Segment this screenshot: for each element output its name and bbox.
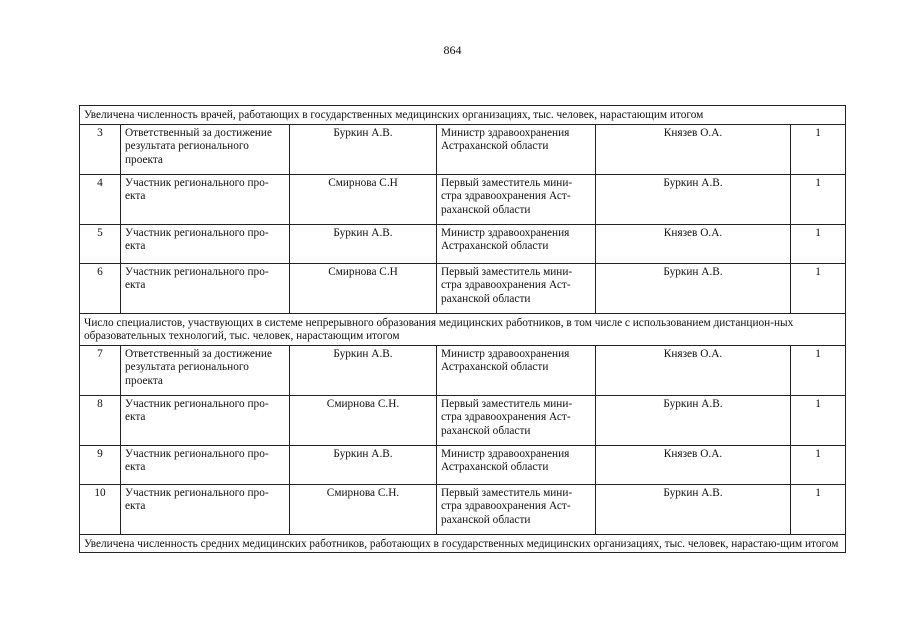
row-number: 7: [80, 345, 121, 395]
row-position: Первый заместитель мини-стра здравоохранения Аст-раханской области: [437, 174, 596, 224]
row-name: Буркин А.В.: [290, 124, 437, 174]
row-position: Первый заместитель мини-стра здравоохранения Аст-раханской области: [437, 263, 596, 313]
row-supervisor: Князев О.А.: [596, 224, 791, 263]
row-value: 1: [791, 395, 846, 445]
table-row: [80, 484, 846, 534]
table-row: [80, 395, 846, 445]
table-row: [80, 224, 846, 263]
row-position: Министр здравоохранения Астраханской области: [437, 124, 596, 174]
responsibility-table: [79, 105, 846, 553]
row-position: Первый заместитель мини-стра здравоохранения Аст-раханской области: [437, 484, 596, 534]
row-value: 1: [791, 174, 846, 224]
row-role: Участник регионального про-екта: [121, 395, 290, 445]
section-header: [80, 313, 846, 345]
row-supervisor: Буркин А.В.: [596, 174, 791, 224]
section-header: [80, 534, 846, 553]
row-name: Смирнова С.Н.: [290, 484, 437, 534]
row-number: 10: [80, 484, 121, 534]
row-name: Буркин А.В.: [290, 224, 437, 263]
row-name: Буркин А.В.: [290, 345, 437, 395]
row-role: Ответственный за достижение результата регионального проекта: [121, 124, 290, 174]
row-name: Смирнова С.Н: [290, 174, 437, 224]
row-name: Буркин А.В.: [290, 445, 437, 484]
row-number: 5: [80, 224, 121, 263]
row-number: 4: [80, 174, 121, 224]
table-row: [80, 124, 846, 174]
row-supervisor: Князев О.А.: [596, 124, 791, 174]
row-position: Министр здравоохранения Астраханской области: [437, 345, 596, 395]
section-title: Увеличена численность средних медицинских работников, работающих в государственных медицинских организациях, тыс. человек, нарастаю-щим итогом: [80, 534, 846, 553]
table-row: [80, 174, 846, 224]
row-number: 9: [80, 445, 121, 484]
row-supervisor: Буркин А.В.: [596, 263, 791, 313]
row-number: 6: [80, 263, 121, 313]
row-role: Участник регионального про-екта: [121, 224, 290, 263]
row-position: Министр здравоохранения Астраханской области: [437, 445, 596, 484]
row-value: 1: [791, 124, 846, 174]
row-value: 1: [791, 345, 846, 395]
table-row: [80, 345, 846, 395]
section-title: Число специалистов, участвующих в системе непрерывного образования медицинских работников, в том числе с использованием дистанцион-ных образовательных технологий, тыс. человек, нарастающим итогом: [80, 313, 846, 345]
row-value: 1: [791, 445, 846, 484]
page-number: 864: [443, 43, 462, 57]
row-supervisor: Буркин А.В.: [596, 395, 791, 445]
row-value: 1: [791, 263, 846, 313]
section-title: Увеличена численность врачей, работающих в государственных медицинских организациях, тыс. человек, нарастающим итогом: [80, 106, 846, 125]
row-role: Участник регионального про-екта: [121, 445, 290, 484]
row-supervisor: Буркин А.В.: [596, 484, 791, 534]
row-supervisor: Князев О.А.: [596, 445, 791, 484]
row-value: 1: [791, 224, 846, 263]
table-row: [80, 445, 846, 484]
row-supervisor: Князев О.А.: [596, 345, 791, 395]
row-role: Участник регионального про-екта: [121, 484, 290, 534]
row-role: Участник регионального про-екта: [121, 174, 290, 224]
row-name: Смирнова С.Н: [290, 263, 437, 313]
row-number: 8: [80, 395, 121, 445]
section-header: [80, 106, 846, 125]
row-position: Министр здравоохранения Астраханской области: [437, 224, 596, 263]
row-role: Участник регионального про-екта: [121, 263, 290, 313]
row-role: Ответственный за достижение результата регионального проекта: [121, 345, 290, 395]
row-position: Первый заместитель мини-стра здравоохранения Аст-раханской области: [437, 395, 596, 445]
row-number: 3: [80, 124, 121, 174]
row-name: Смирнова С.Н.: [290, 395, 437, 445]
row-value: 1: [791, 484, 846, 534]
table-row: [80, 263, 846, 313]
